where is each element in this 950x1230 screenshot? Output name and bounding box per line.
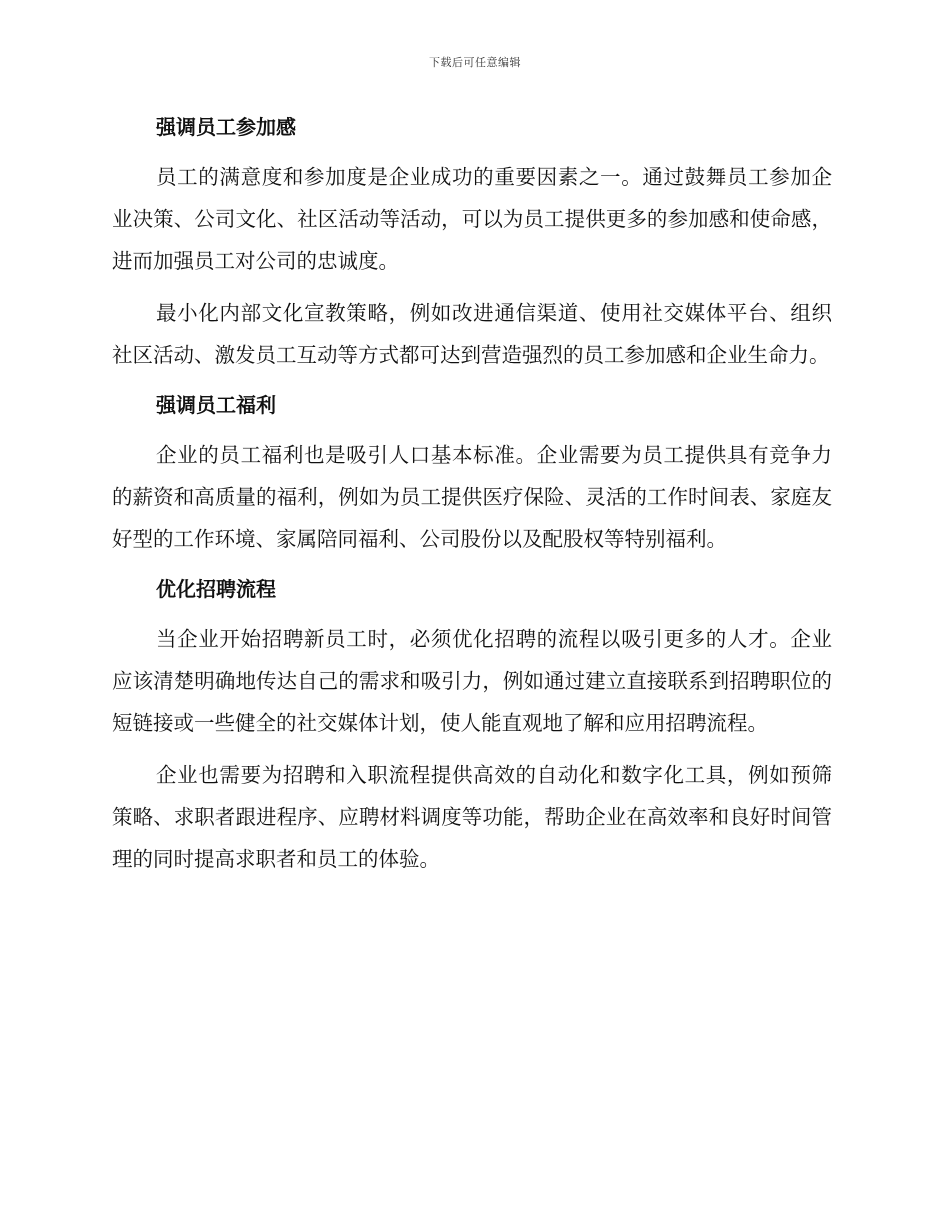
paragraph: 当企业开始招聘新员工时，必须优化招聘的流程以吸引更多的人才。企业应该清楚明确地传达自己的需求和吸引力，例如通过建立直接联系到招聘职位的短链接或一些健全的社交媒体计划，使人能直观地了解和应用招聘流程。	[112, 627, 832, 735]
section-heading: 强调员工福利	[156, 393, 276, 417]
paragraph: 最小化内部文化宣教策略，例如改进通信渠道、使用社交媒体平台、组织社区活动、激发员工互动等方式都可达到营造强烈的员工参加感和企业生命力。	[112, 301, 832, 367]
paragraph: 企业也需要为招聘和入职流程提供高效的自动化和数字化工具，例如预筛策略、求职者跟进程序、应聘材料调度等功能，帮助企业在高效率和良好时间管理的同时提高求职者和员工的体验。	[112, 763, 832, 871]
page-header: 下载后可任意编辑	[429, 56, 521, 69]
section-heading: 优化招聘流程	[156, 577, 276, 601]
section-employee-participation	[112, 108, 832, 376]
section-employee-benefits	[112, 386, 832, 560]
section-heading: 强调员工参加感	[156, 115, 296, 139]
section-recruitment-process	[112, 570, 832, 880]
paragraph: 企业的员工福利也是吸引人口基本标准。企业需要为员工提供具有竞争力的薪资和高质量的福利，例如为员工提供医疗保险、灵活的工作时间表、家庭友好型的工作环境、家属陪同福利、公司股份以及配股权等特别福利。	[112, 443, 832, 551]
paragraph: 员工的满意度和参加度是企业成功的重要因素之一。通过鼓舞员工参加企业决策、公司文化、社区活动等活动，可以为员工提供更多的参加感和使命感，进而加强员工对公司的忠诚度。	[112, 165, 832, 273]
document-body	[112, 108, 832, 890]
